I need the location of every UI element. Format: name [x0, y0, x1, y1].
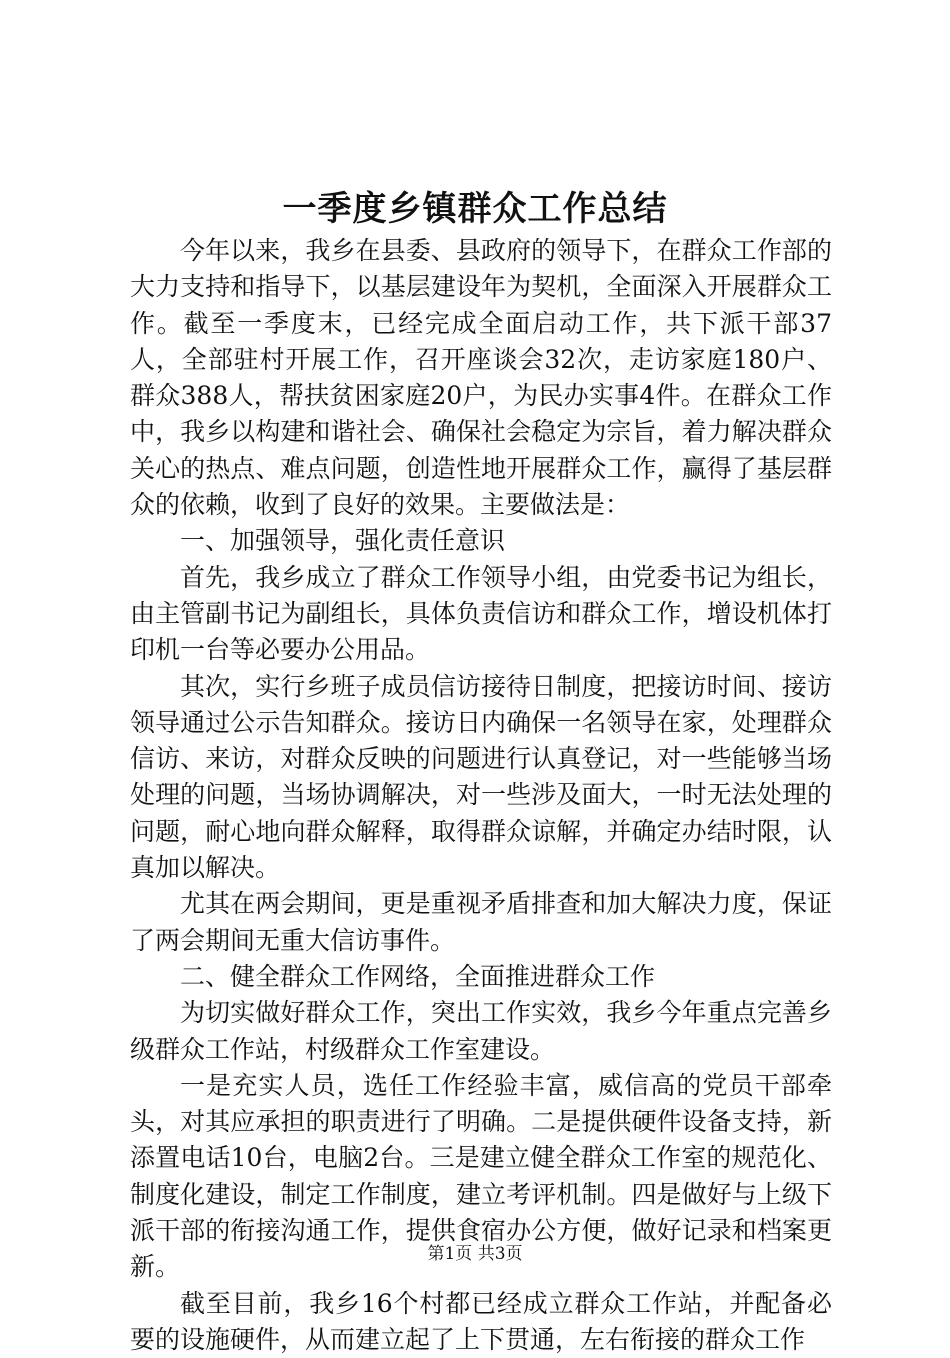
section-heading-1: 一、加强领导，强化责任意识	[180, 526, 506, 556]
document-title: 一季度乡镇群众工作总结	[282, 189, 668, 229]
paragraph-leadership-group: 首先，我乡成立了群众工作领导小组，由党委书记为组长，由主管副书记为副组长，具体负责信访和群众工作，增设机体打印机一台等必要办公用品。	[130, 562, 832, 665]
paragraph-current-status: 截至目前，我乡16个村都已经成立群众工作站，并配备必要的设施硬件，从而建立起了上下贯通，左右衔接的群众工作	[130, 1288, 832, 1354]
document-body	[130, 233, 832, 1358]
section-heading-2: 二、健全群众工作网络，全面推进群众工作	[180, 961, 656, 991]
page-number-footer: 第1页 共3页	[427, 1244, 523, 1264]
paragraph-network-intro: 为切实做好群众工作，突出工作实效，我乡今年重点完善乡级群众工作站，村级群众工作室建设。	[130, 998, 832, 1064]
paragraph-reception-day: 其次，实行乡班子成员信访接待日制度，把接访时间、接访领导通过公示告知群众。接访日内确保一名领导在家，处理群众信访、来访，对群众反映的问题进行认真登记，对一些能够当场处理的问题，当场协调解决，对一些涉及面大，一时无法处理的问题，耐心地向群众解释，取得群众谅解，并确定办结时限，认真加以解决。	[130, 671, 832, 883]
paragraph-two-sessions: 尤其在两会期间，更是重视矛盾排查和加大解决力度，保证了两会期间无重大信访事件。	[130, 889, 832, 955]
paragraph-intro: 今年以来，我乡在县委、县政府的领导下，在群众工作部的大力支持和指导下，以基层建设年为契机，全面深入开展群众工作。截至一季度末，已经完成全面启动工作，共下派干部37人，全部驻村开展工作，召开座谈会32次，走访家庭180户、群众388人，帮扶贫困家庭20户，为民办实事4件。在群众工作中，我乡以构建和谐社会、确保社会稳定为宗旨，着力解决群众关心的热点、难点问题，创造性地开展群众工作，赢得了基层群众的依赖，收到了良好的效果。主要做法是：	[130, 236, 832, 520]
paragraph-measures: 一是充实人员，选任工作经验丰富，威信高的党员干部牵头，对其应承担的职责进行了明确。二是提供硬件设备支持，新添置电话10台，电脑2台。三是建立健全群众工作室的规范化、制度化建设，制定工作制度，建立考评机制。四是做好与上级下派干部的衔接沟通工作，提供食宿办公方便，做好记录和档案更新。	[130, 1070, 832, 1282]
